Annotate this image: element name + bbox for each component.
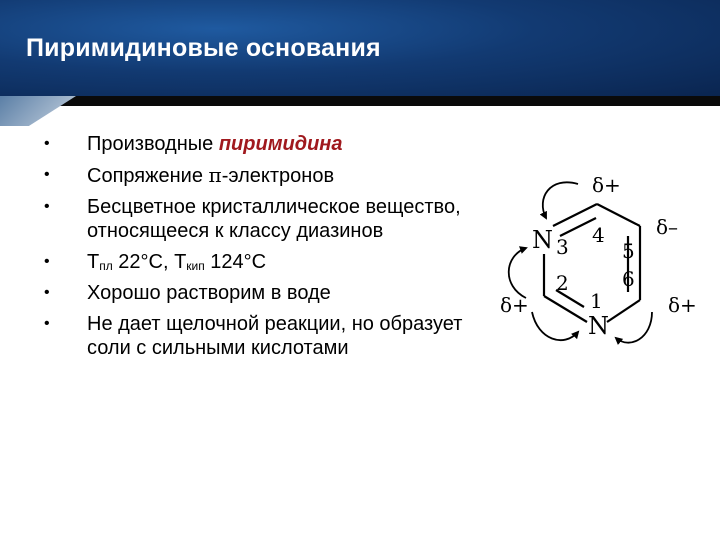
ring-number-3: 3 <box>556 235 569 259</box>
charge-delta-plus-right: δ+ <box>668 293 697 317</box>
bullet-item <box>44 250 464 274</box>
bullet-accent-text: пиримидина <box>218 133 343 155</box>
bullet-marker: • <box>44 135 50 152</box>
ring-number-6: 6 <box>622 267 635 291</box>
pi-symbol: π <box>208 163 222 187</box>
ring-number-1: 1 <box>590 289 603 313</box>
bullet-text: -электронов <box>221 165 335 187</box>
charge-delta-minus-right: δ– <box>656 215 679 239</box>
bullet-marker: • <box>44 315 50 332</box>
bullet-text: Производные <box>87 133 219 155</box>
bullet-marker: • <box>44 253 50 270</box>
bullet-marker: • <box>44 166 50 183</box>
ring-number-4: 4 <box>592 223 605 247</box>
bullet-item <box>44 163 464 188</box>
bullet-marker: • <box>44 198 50 215</box>
bullet-text: Не дает щелочной реакции, но образует соли с сильными кислотами <box>87 313 463 359</box>
header-accent-shape <box>0 96 76 126</box>
curved-arrow-bottom-right <box>616 312 652 343</box>
nitrogen-atom-1: N <box>588 312 609 340</box>
slide-title: Пиримидиновые основания <box>26 34 381 62</box>
ring-number-2: 2 <box>556 271 569 295</box>
subscript-boiling: кип <box>186 259 205 273</box>
bullet-text: Сопряжение <box>87 165 209 187</box>
bullet-text: 124°С <box>204 251 267 273</box>
bullet-item <box>44 195 464 243</box>
bullet-item <box>44 281 464 305</box>
ring-number-5: 5 <box>622 239 635 263</box>
header-divider-bar <box>0 96 720 106</box>
charge-delta-plus-left: δ+ <box>500 293 529 317</box>
bullet-item <box>44 132 464 156</box>
bullet-text: Т <box>87 251 100 273</box>
charge-delta-plus-top: δ+ <box>592 173 621 197</box>
bullet-text: Хорошо растворим в воде <box>87 282 331 304</box>
bullet-item <box>44 312 464 360</box>
curved-arrow-top <box>543 182 578 218</box>
bullet-marker: • <box>44 284 50 301</box>
curved-arrow-left <box>509 248 526 298</box>
pyrimidine-structure-diagram <box>480 162 700 362</box>
bullet-text: 22°С, Т <box>112 251 187 273</box>
nitrogen-atom-3: N <box>532 226 553 254</box>
subscript-melting: пл <box>99 259 113 273</box>
curved-arrow-bottom <box>532 312 578 340</box>
bullet-text: Бесцветное кристаллическое вещество, относящееся к классу диазинов <box>87 196 461 242</box>
slide-header <box>0 0 720 96</box>
bullet-list <box>44 132 464 367</box>
